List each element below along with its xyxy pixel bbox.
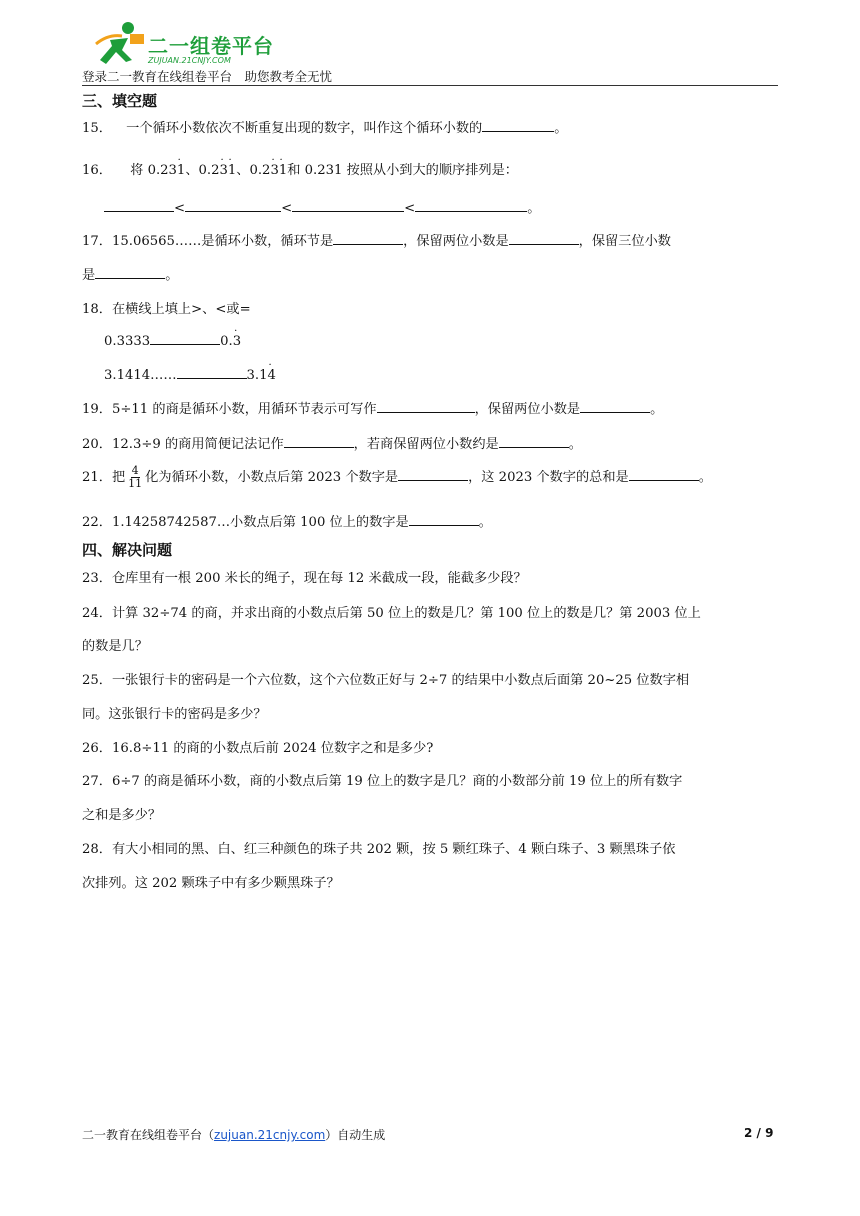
header-tagline: 登录二一教育在线组卷平台 助您教考全无忧 xyxy=(82,69,333,84)
question-text: 在横线上填上>、<或= xyxy=(111,302,251,317)
question-number: 22． xyxy=(82,515,112,530)
question-17-line2 xyxy=(82,264,178,283)
question-26 xyxy=(82,737,433,756)
question-16 xyxy=(82,155,518,178)
question-25-line2: 同。这张银行卡的密码是多少？ xyxy=(82,707,267,722)
answer-blank xyxy=(398,468,468,481)
answer-blank xyxy=(377,400,475,413)
question-text: 和 0.231 按照从小到大的顺序排列是： xyxy=(287,163,518,178)
question-number: 17． xyxy=(82,234,112,249)
question-text: 将 xyxy=(130,163,144,178)
fraction xyxy=(128,465,142,490)
question-18-row1 xyxy=(104,326,242,349)
answer-blank xyxy=(482,119,554,132)
answer-blank xyxy=(629,468,699,481)
answer-blank xyxy=(150,332,220,345)
question-16-blanks xyxy=(104,197,540,216)
compare-right: 3.14 · xyxy=(246,360,276,383)
question-number: 16． xyxy=(82,163,112,178)
footer-link[interactable]: zujuan.21cnjy.com xyxy=(214,1128,326,1142)
question-text: 有大小相同的黑、白、红三种颜色的珠子共 202 颗，按 5 颗红珠子、4 颗白珠子、3 颗黑珠子依 xyxy=(111,842,676,857)
compare-left: 0.3333 xyxy=(104,334,151,349)
punct: 、 xyxy=(185,163,199,178)
question-28-line2: 次排列。这 202 颗珠子中有多少颗黑珠子？ xyxy=(82,876,340,891)
question-number: 18． xyxy=(82,302,112,317)
punct: 、 xyxy=(236,163,250,178)
question-24 xyxy=(82,602,701,621)
question-17 xyxy=(82,230,671,249)
punct: 。 xyxy=(650,402,664,417)
question-27 xyxy=(82,770,682,789)
decimal-value: 3.14 xyxy=(246,368,276,383)
question-number: 24． xyxy=(82,606,112,621)
page-number: 2 / 9 xyxy=(744,1126,774,1140)
less-than: < xyxy=(281,201,293,216)
question-text: 仓库里有一根 200 米长的绳子，现在每 12 米截成一段，能截多少段？ xyxy=(111,571,527,586)
question-text: 一个循环小数依次不断重复出现的数字，叫作这个循环小数的 xyxy=(126,121,483,136)
question-number: 26． xyxy=(82,741,112,756)
decimal-value: 0.231 xyxy=(198,163,237,178)
logo xyxy=(92,18,282,68)
fraction-numerator: 4 xyxy=(131,464,139,477)
section-title-fill: 三、填空题 xyxy=(82,92,158,110)
question-text: 是 xyxy=(82,268,96,283)
answer-blank xyxy=(409,513,479,526)
question-18-row2 xyxy=(104,360,276,383)
question-text: 6÷7 的商是循环小数，商的小数点后第 19 位上的数字是几？商的小数部分前 19 位上的所有数字 xyxy=(111,774,683,789)
less-than: < xyxy=(174,201,186,216)
less-than: < xyxy=(404,201,416,216)
runner-logo-icon xyxy=(92,20,148,68)
punct: 。 xyxy=(568,437,582,452)
question-18 xyxy=(82,298,251,317)
answer-blank xyxy=(177,366,247,379)
section-title-solve: 四、解决问题 xyxy=(82,541,173,559)
question-text: 12.3÷9 的商用简便记法记作 xyxy=(111,437,284,452)
question-27-line2: 之和是多少？ xyxy=(82,808,162,823)
question-number: 21． xyxy=(82,470,112,485)
decimal-value: 0.231 xyxy=(147,163,186,178)
question-text: 5÷11 的商是循环小数，用循环节表示可写作 xyxy=(111,402,377,417)
decimal-value: 0.231 xyxy=(249,163,288,178)
compare-right: 0.3 · xyxy=(220,326,242,349)
question-text: 16.8÷11 的商的小数点后前 2024 位数字之和是多少? xyxy=(111,741,434,756)
question-20 xyxy=(82,433,582,452)
fraction-denominator: 11 xyxy=(128,477,143,490)
question-text: 计算 32÷74 的商，并求出商的小数点后第 50 位上的数是几？第 100 位上的数是几？第 2003 位上 xyxy=(111,606,701,621)
question-number: 27． xyxy=(82,774,112,789)
question-text: 一张银行卡的密码是一个六位数，这个六位数正好与 2÷7 的结果中小数点后面第 20~25 位数字相 xyxy=(111,673,690,688)
question-text: ，保留两位小数是 xyxy=(403,234,509,249)
answer-blank xyxy=(95,266,165,279)
punct: 。 xyxy=(698,470,712,485)
question-text: 1.14258742587…小数点后第 100 位上的数字是 xyxy=(111,515,409,530)
answer-blank xyxy=(292,199,404,212)
question-text: ，保留两位小数是 xyxy=(474,402,581,417)
question-text: 15.06565……是循环小数，循环节是 xyxy=(111,234,334,249)
answer-blank xyxy=(415,199,527,212)
punct: 。 xyxy=(554,121,568,136)
question-number: 25． xyxy=(82,673,112,688)
answer-blank xyxy=(499,435,569,448)
decimal-value: 0.3 xyxy=(220,334,242,349)
question-number: 19． xyxy=(82,402,112,417)
punct: 。 xyxy=(165,268,179,283)
question-25 xyxy=(82,669,689,688)
question-text: 化为循环小数，小数点后第 2023 个数字是 xyxy=(145,470,399,485)
answer-blank xyxy=(333,232,403,245)
header-divider xyxy=(82,85,778,86)
logo-text: 二一组卷平台 xyxy=(148,34,274,58)
question-number: 28． xyxy=(82,842,112,857)
footer-text: 二一教育在线组卷平台（ xyxy=(82,1128,215,1142)
question-text: ，若商保留两位小数约是 xyxy=(353,437,499,452)
answer-blank xyxy=(104,199,174,212)
compare-left: 3.1414…… xyxy=(104,368,177,383)
repeating-decimal-2: 0.231 · · xyxy=(198,155,237,178)
repeating-decimal-3: 0.231 · · xyxy=(249,155,288,178)
question-23 xyxy=(82,567,527,586)
question-24-line2: 的数是几？ xyxy=(82,639,148,654)
footer-source xyxy=(82,1126,385,1143)
question-22 xyxy=(82,511,492,530)
logo-subtext: ZUJUAN.21CNJY.COM xyxy=(148,56,231,65)
answer-blank xyxy=(580,400,650,413)
question-number: 15． xyxy=(82,121,112,136)
answer-blank xyxy=(509,232,579,245)
question-21 xyxy=(82,465,712,490)
question-text: ，保留三位小数 xyxy=(578,234,671,249)
question-text: ，这 2023 个数字的总和是 xyxy=(468,470,629,485)
footer-text: ）自动生成 xyxy=(325,1128,386,1142)
answer-blank xyxy=(185,199,281,212)
question-28 xyxy=(82,838,675,857)
punct: 。 xyxy=(527,201,541,216)
punct: 。 xyxy=(478,515,492,530)
question-number: 20． xyxy=(82,437,112,452)
question-text: 把 xyxy=(111,470,126,485)
answer-blank xyxy=(284,435,354,448)
question-15 xyxy=(82,117,567,136)
question-19 xyxy=(82,398,663,417)
question-number: 23． xyxy=(82,571,112,586)
repeating-decimal-1: 0.231 · xyxy=(147,155,186,178)
